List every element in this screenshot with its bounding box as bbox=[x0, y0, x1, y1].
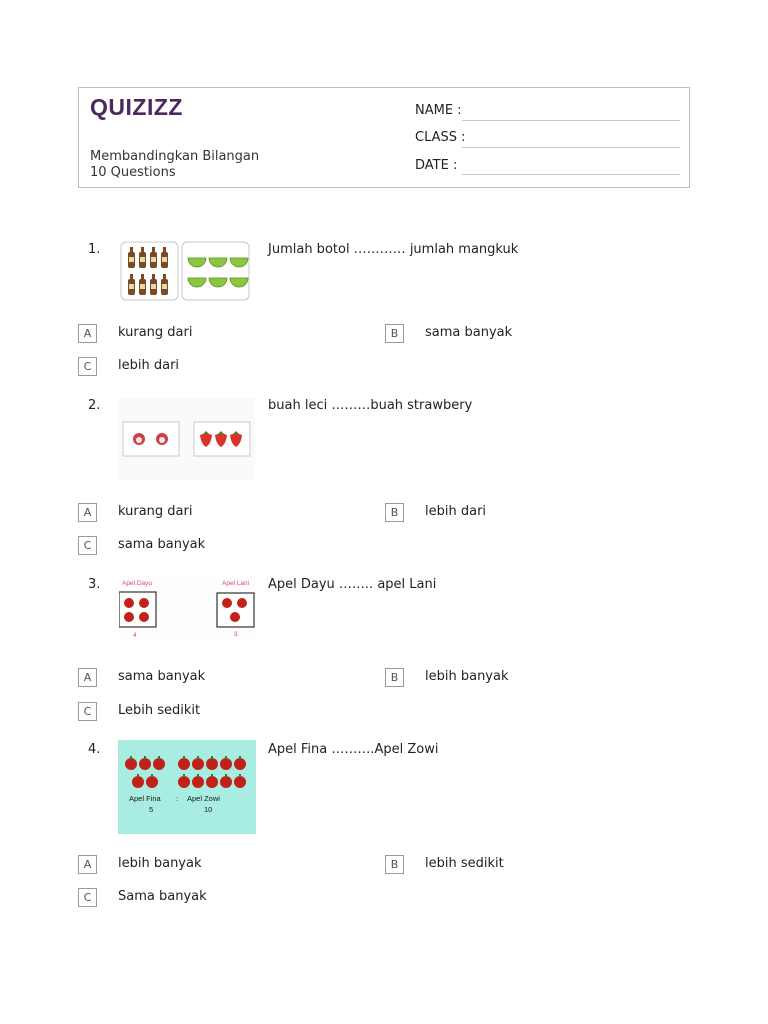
option-b-text[interactable]: lebih dari bbox=[425, 504, 487, 519]
question-count: 10 Questions bbox=[90, 165, 176, 180]
option-c-text[interactable]: lebih dari bbox=[118, 358, 180, 373]
class-label: CLASS : bbox=[415, 130, 466, 145]
question-number: 3. bbox=[88, 577, 101, 592]
option-a-text[interactable]: lebih banyak bbox=[118, 856, 202, 871]
option-c-box[interactable]: C bbox=[78, 702, 97, 721]
image-label-right: Apel Zowi bbox=[187, 794, 220, 803]
option-a-text[interactable]: kurang dari bbox=[118, 504, 193, 519]
question-text: Jumlah botol ………… jumlah mangkuk bbox=[268, 242, 519, 257]
question-text: Apel Fina ……….Apel Zowi bbox=[268, 742, 439, 757]
option-a-box[interactable]: A bbox=[78, 668, 97, 687]
date-label: DATE : bbox=[415, 158, 458, 173]
image-count-right: 3 bbox=[234, 631, 238, 638]
question-image bbox=[118, 740, 256, 834]
question-image bbox=[119, 576, 256, 641]
image-separator: : bbox=[176, 794, 179, 803]
option-a-text[interactable]: sama banyak bbox=[118, 669, 206, 684]
name-line bbox=[462, 120, 680, 121]
image-label-left: Apel Fina bbox=[129, 794, 161, 803]
option-a-box[interactable]: A bbox=[78, 503, 97, 522]
name-label: NAME : bbox=[415, 103, 462, 118]
image-label-left: Apel Dayu bbox=[122, 580, 152, 587]
question-text: buah leci ………buah strawbery bbox=[268, 398, 473, 413]
image-count-left: 5 bbox=[149, 805, 154, 814]
question-number: 2. bbox=[88, 398, 101, 413]
option-b-box[interactable]: B bbox=[385, 668, 404, 687]
option-a-box[interactable]: A bbox=[78, 855, 97, 874]
option-a-box[interactable]: A bbox=[78, 324, 97, 343]
option-c-box[interactable]: C bbox=[78, 536, 97, 555]
image-count-right: 10 bbox=[204, 805, 213, 814]
option-c-box[interactable]: C bbox=[78, 357, 97, 376]
date-line bbox=[462, 174, 680, 175]
option-b-text[interactable]: lebih sedikit bbox=[425, 856, 504, 871]
question-image bbox=[119, 240, 251, 302]
option-c-text[interactable]: sama banyak bbox=[118, 537, 206, 552]
image-label-right: Apel Lani bbox=[222, 580, 250, 587]
quiz-title: Membandingkan Bilangan bbox=[90, 149, 260, 164]
option-b-text[interactable]: lebih banyak bbox=[425, 669, 509, 684]
option-b-text[interactable]: sama banyak bbox=[425, 325, 513, 340]
option-a-text[interactable]: kurang dari bbox=[118, 325, 193, 340]
option-b-box[interactable]: B bbox=[385, 324, 404, 343]
question-number: 1. bbox=[88, 242, 101, 257]
option-b-box[interactable]: B bbox=[385, 855, 404, 874]
option-c-text[interactable]: Sama banyak bbox=[118, 889, 207, 904]
image-count-left: 4 bbox=[133, 632, 137, 639]
option-c-text[interactable]: Lebih sedikit bbox=[118, 703, 201, 718]
question-image bbox=[119, 398, 255, 480]
option-b-box[interactable]: B bbox=[385, 503, 404, 522]
option-c-box[interactable]: C bbox=[78, 888, 97, 907]
strawberry-icon bbox=[200, 431, 242, 447]
quizizz-logo: QUIZIZZ bbox=[90, 94, 183, 120]
class-line bbox=[462, 147, 680, 148]
worksheet-header bbox=[78, 87, 690, 188]
question-text: Apel Dayu …….. apel Lani bbox=[268, 577, 437, 592]
question-number: 4. bbox=[88, 742, 101, 757]
